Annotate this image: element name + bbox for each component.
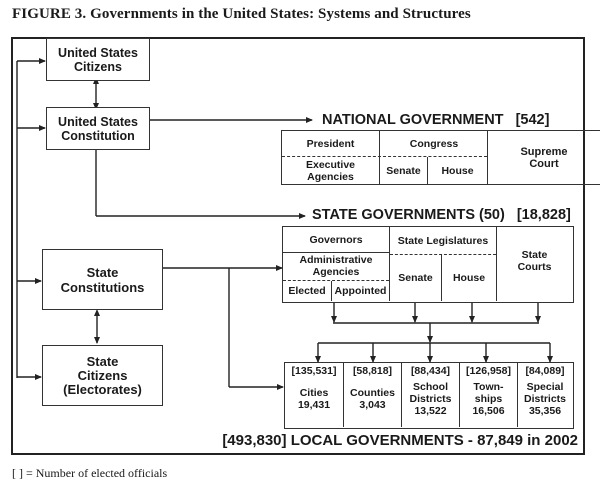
local-unit-school-districts	[402, 363, 459, 427]
state-citizens-l1: State	[86, 353, 119, 369]
figure-title: FIGURE 3. Governments in the United States: Systems and Structures	[12, 6, 471, 22]
local-unit-counties	[344, 363, 401, 427]
unit-name-l2: ships	[474, 393, 503, 405]
unit-count: 3,043	[359, 399, 386, 411]
admin-l1: Administrative	[299, 254, 373, 266]
national-elected-count: [542]	[515, 112, 550, 128]
officials-count: [88,434]	[410, 365, 451, 377]
local-unit-townships	[460, 363, 517, 427]
state-house-cell: House	[452, 272, 486, 284]
unit-name: Counties	[350, 387, 395, 399]
state-government-table	[282, 226, 574, 303]
local-unit-special-districts	[518, 363, 572, 427]
us-citizens-label-l2: Citizens	[74, 59, 122, 74]
us-citizens-label-l1: United States	[58, 45, 138, 60]
appointed-cell: Appointed	[334, 285, 387, 297]
unit-name-l1: Town-	[473, 381, 504, 393]
us-constitution-box	[46, 107, 150, 150]
unit-count: 16,506	[472, 405, 505, 417]
congress-cell: Congress	[409, 137, 459, 150]
admin-l2: Agencies	[312, 266, 360, 278]
state-legislatures-cell: State Legislatures	[397, 234, 489, 247]
national-government-table	[281, 130, 600, 185]
officials-count: [126,958]	[466, 365, 511, 377]
state-citizens-box	[42, 345, 163, 406]
court-l2: Court	[529, 157, 559, 170]
national-government-heading	[322, 112, 549, 128]
courts-l1: State	[521, 249, 548, 261]
supreme-court-cell	[488, 131, 600, 184]
unit-name-l1: Special	[526, 381, 564, 393]
us-constitution-label-l1: United States	[58, 114, 138, 129]
elected-cell: Elected	[288, 285, 326, 297]
executive-agencies-cell	[282, 157, 379, 184]
executive-l2: Agencies	[307, 170, 354, 183]
state-citizens-l3: (Electorates)	[63, 381, 142, 397]
state-heading-text: STATE GOVERNMENTS (50)	[312, 207, 505, 223]
state-constitutions-box	[42, 249, 163, 310]
local-governments-heading: [493,830] LOCAL GOVERNMENTS - 87,849 in 2002	[222, 432, 578, 449]
governors-cell: Governors	[309, 233, 363, 246]
national-heading-text: NATIONAL GOVERNMENT	[322, 112, 504, 128]
local-unit-cities	[285, 363, 343, 427]
unit-count: 13,522	[414, 405, 447, 417]
state-citizens-l2: Citizens	[77, 367, 128, 383]
footnote: [ ] = Number of elected officials	[12, 466, 168, 480]
state-governments-heading	[312, 207, 571, 223]
national-house-cell: House	[441, 164, 474, 177]
officials-count: [135,531]	[291, 365, 337, 377]
state-senate-cell: Senate	[398, 272, 433, 284]
president-cell: President	[306, 137, 355, 150]
administrative-agencies-cell	[283, 253, 389, 279]
unit-name-l2: Districts	[523, 393, 566, 405]
court-l1: Supreme	[520, 145, 568, 158]
officials-count: [84,089]	[525, 365, 565, 377]
unit-name-l1: School	[412, 381, 448, 393]
state-constitutions-l1: State	[86, 264, 119, 280]
us-constitution-label-l2: Constitution	[61, 128, 135, 143]
unit-name: Cities	[299, 387, 329, 399]
unit-name-l2: Districts	[409, 393, 452, 405]
courts-l2: Courts	[517, 261, 552, 273]
local-government-table	[284, 362, 574, 429]
us-citizens-box	[46, 38, 150, 81]
state-courts-cell	[497, 227, 572, 301]
national-senate-cell: Senate	[386, 164, 421, 177]
unit-count: 19,431	[297, 399, 331, 411]
unit-count: 35,356	[528, 405, 562, 417]
state-elected-count: [18,828]	[516, 207, 571, 223]
state-constitutions-l2: Constitutions	[60, 279, 145, 295]
officials-count: [58,818]	[352, 365, 393, 377]
executive-l1: Executive	[305, 158, 356, 171]
